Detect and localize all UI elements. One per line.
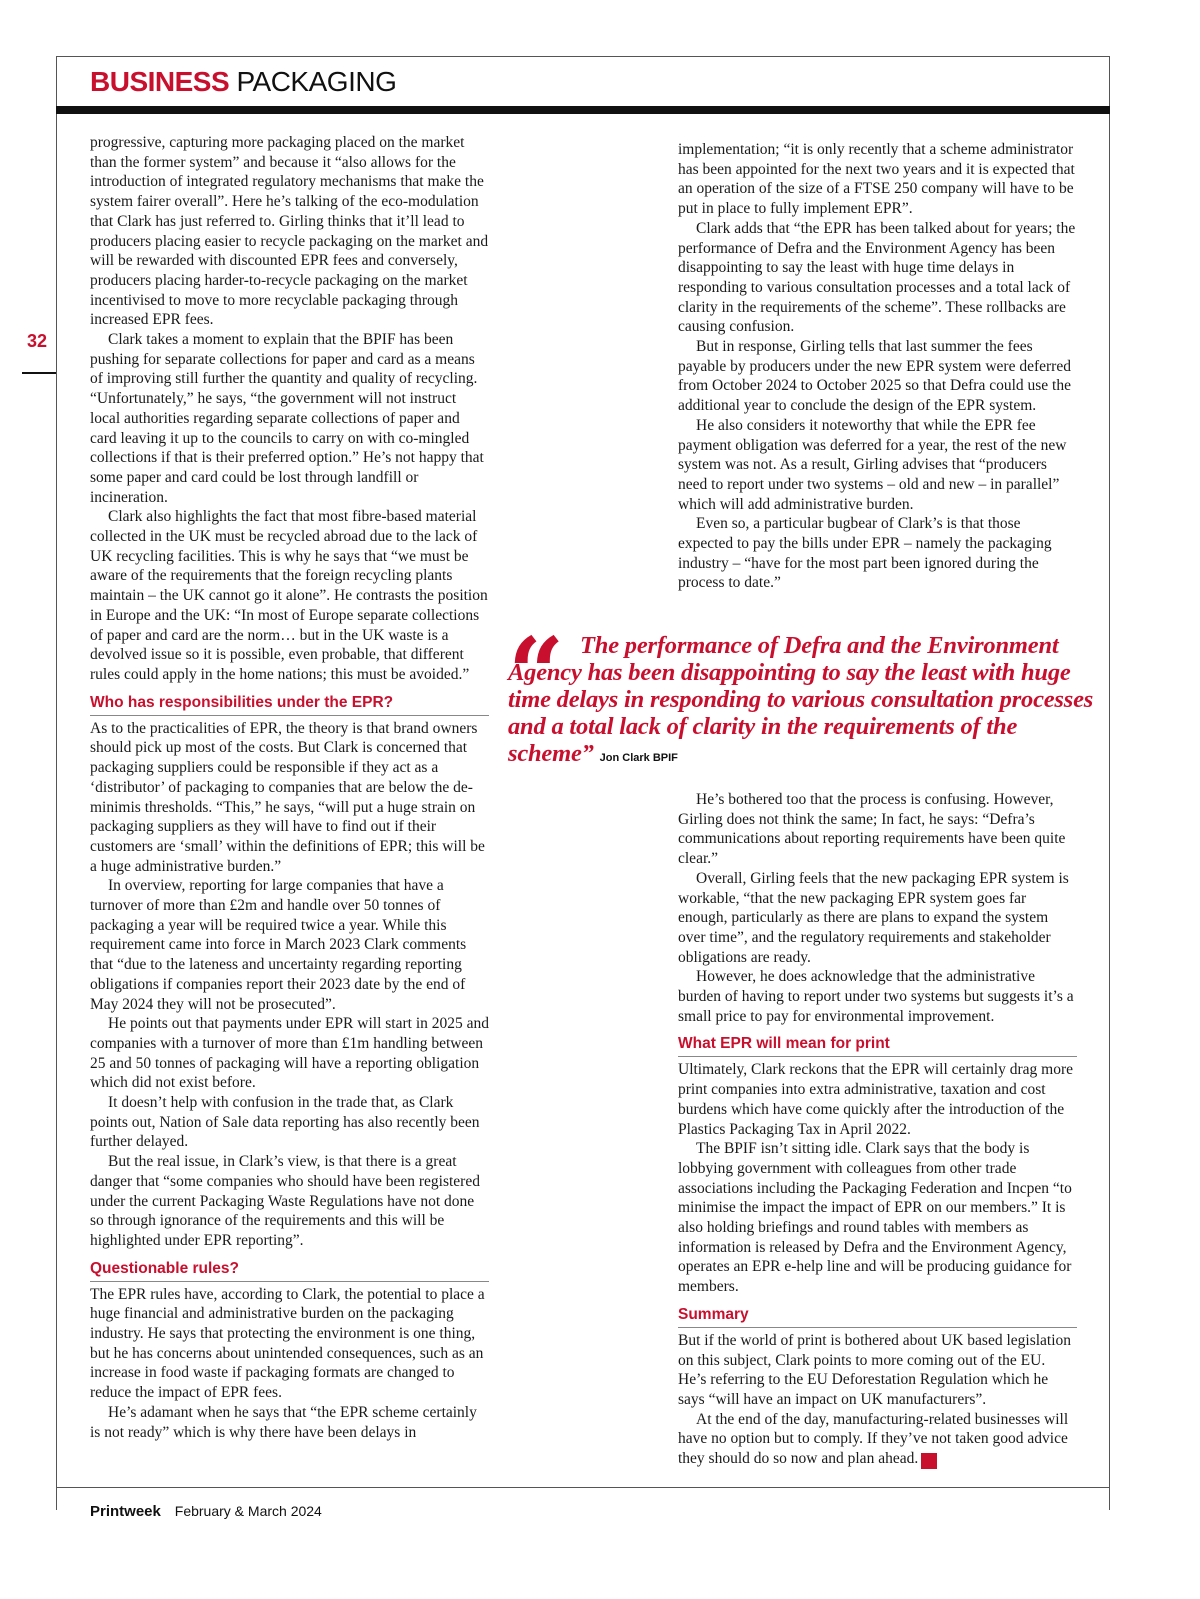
footer-rule [56,1487,1110,1488]
subheading-responsibilities: Who has responsibilities under the EPR? [90,693,489,716]
paragraph: He’s bothered too that the process is confusing. However, Girling does not think the same; In fact, he says: “Defra’s communications about reporting requirements have been quite clear.” [678,791,1066,868]
pull-quote [508,617,1098,772]
paragraph: In overview, reporting for large companies that have a turnover of more than £2m and handle over 50 tonnes of packaging a year will be required twice a year. While this requirement came into force in March 2023 Clark comments that “due to the lateness and uncertainty regarding reporting obligations if companies report their 2023 date by the end of May 2024 they will not be prosecuted”. [90,877,467,1013]
page-frame-right [1109,56,1110,1510]
page-frame-left [56,56,57,1510]
paragraph: As to the practicalities of EPR, the theory is that brand owners should pick up most of the costs. But Clark is concerned that packaging suppliers could be responsible if they act as a ‘distributor’ of packaging to companies that are below the de-minimis thresholds. “This,” he says, “will put a huge strain on packaging suppliers as they will have to find out if their customers are ‘small’ within the definitions of EPR; this will be a huge administrative burden.” [90,719,485,875]
footer-brand: Printweek [90,1503,161,1520]
paragraph: Clark also highlights the fact that most fibre-based material collected in the UK must be recycled abroad due to the lack of UK recycling facilities. This is why he says that “we must be aware of the requirements that the foreign recycling plants maintain – the UK cannot go it alone”. He contrasts the position in Europe and the UK: “In most of Europe separate collections of paper and card are the norm… but in the UK waste is a devolved issue so it is possible, even probable, that different rules could apply in the home nations; this must be avoided.” [90,508,488,683]
paragraph: Even so, a particular bugbear of Clark’s is that those expected to pay the bills under EPR – namely the packaging industry – “have for the most part been ignored during the process to date.” [678,515,1052,592]
pull-quote-body: The performance of Defra and the Environment Agency has been disappointing to say the least with huge time delays in responding to various consultation processes and a total lack of clarity in the requirements of the scheme” [508,632,1094,767]
paragraph: Ultimately, Clark reckons that the EPR will certainly drag more print companies into extra administrative, taxation and cost burdens which have come quickly after the introduction of the Plastics Packaging Tax in April 2022. [678,1061,1074,1138]
final-paragraph-text: At the end of the day, manufacturing-related businesses will have no option but to comply. If they’ve not taken good advice they should do so now and plan ahead. [678,1410,1069,1468]
paragraph: The BPIF isn’t sitting idle. Clark says that the body is lobbying government with colleagues from other trade associations including the Packaging Federation and Incpen “to minimise the impact the impact of EPR on our members.” It is also holding briefings and round tables with members as information is released by Defra and the Environment Agency, operates an EPR e-help line and will be producing guidance for members. [678,1140,1072,1296]
paragraph: He also considers it noteworthy that while the EPR fee payment obligation was deferred for a year, the rest of the new system was not. As a result, Girling advises that “producers need to report under two systems – old and new – in parallel” which will add administrative burden. [678,416,1067,513]
paragraph: It doesn’t help with confusion in the trade that, as Clark points out, Nation of Sale data reporting has also recently been further delayed. [90,1094,480,1151]
paragraph: The EPR rules have, according to Clark, the potential to place a huge financial and administrative burden on the packaging industry. He says that protecting the environment is one thing, but he has concerns about unintended consequences, such as an increase in food waste if packaging formats are changed to reduce the impact of EPR fees. [90,1285,485,1402]
end-mark-icon: P [921,1453,937,1469]
quote-mark-icon: “ [508,617,565,732]
section-header [90,64,396,100]
attribution-name: Jon Clark [599,752,650,764]
page-frame-top [56,56,1110,57]
attribution-org: BPIF [652,752,678,764]
footer [90,1503,322,1520]
page-number-rule [22,372,56,374]
paragraph: But in response, Girling tells that last summer the fees payable by producers under the new EPR system were deferred from October 2024 to October 2025 so that Defra could use the additional year to conclude the design of the EPR system. [678,338,1071,415]
header-rule [56,106,1110,114]
subheading-summary: Summary [678,1305,1077,1328]
footer-issue: February & March 2024 [174,1503,322,1519]
page-number: 32 [27,331,48,351]
paragraph: Overall, Girling feels that the new packaging EPR system is workable, “that the new packaging EPR system goes far enough, particularly as there are plans to expand the system over time”, and the regulatory requirements and stakeholder obligations are ready. [678,869,1069,966]
paragraph: Clark adds that “the EPR has been talked about for years; the performance of Defra and the Environment Agency has been disappointing to say the least with huge time delays in responding to various consultation processes and a total lack of clarity in the requirements of the scheme”. These rollbacks are causing confusion. [678,219,1076,336]
paragraph: However, he does acknowledge that the administrative burden of having to report under two systems but suggests it’s a small price to pay for environmental improvement. [678,968,1074,1025]
subheading-questionable-rules: Questionable rules? [90,1259,489,1282]
paragraph: implementation; “it is only recently that a scheme administrator has been appointed for the next two years and it is expected that an operation of the size of a FTSE 250 company will have to be put in place to fully implement EPR”. [678,141,1075,218]
pull-quote-text [508,632,1098,772]
paragraph: But if the world of print is bothered about UK based legislation on this subject, Clark points to more coming out of the EU. He’s referring to the EU Deforestation Regulation which he says “will have an impact on UK manufacturers”. [678,1331,1072,1408]
paragraph: Clark takes a moment to explain that the BPIF has been pushing for separate collections for paper and card as a means of improving still further the quantity and quality of recycling. “Unfortunately,” he says, “the government will not instruct local authorities regarding separate collections of paper and card leaving it up to the councils to carry on with co-mingled collections if that is their preferred option.” He’s not happy that some paper and card could be lost through landfill or incineration. [90,331,484,506]
article-column-right-top [678,140,1077,593]
paragraph: progressive, capturing more packaging placed on the market than the former system” and because it “also allows for the introduction of integrated regulatory mechanisms that make the system fairer overall”. Here he’s talking of the eco-modulation that Clark has just referred to. Girling thinks that it’ll lead to producers placing easier to recycle packaging on the market and will be rewarded with discounted EPR fees and conversely, producers placing harder-to-recycle packaging on the market incentivised to move to more recyclable packaging through increased EPR fees. [90,134,489,329]
paragraph: But the real issue, in Clark’s view, is that there is a great danger that “some companies who should have been registered under the current Packaging Waste Regulations have not done so through ignorance of the requirements and this will be highlighted under EPR reporting”. [90,1153,480,1249]
subheading-what-epr-means-for-print: What EPR will mean for print [678,1034,1077,1057]
paragraph [678,1410,1077,1469]
paragraph: He’s adamant when he says that “the EPR scheme certainly is not ready” which is why there have been delays in [90,1403,477,1441]
section-label: BUSINESS [90,66,230,97]
paragraph: He points out that payments under EPR will start in 2025 and companies with a turnover of more than £1m handling between 25 and 50 tonnes of packaging will have a reporting obligation which did not exist before. [90,1015,489,1092]
article-column-right-bottom [678,790,1077,1469]
subsection-label: PACKAGING [236,66,397,97]
pull-quote-attribution [600,752,678,764]
article-column-left [90,133,489,1442]
